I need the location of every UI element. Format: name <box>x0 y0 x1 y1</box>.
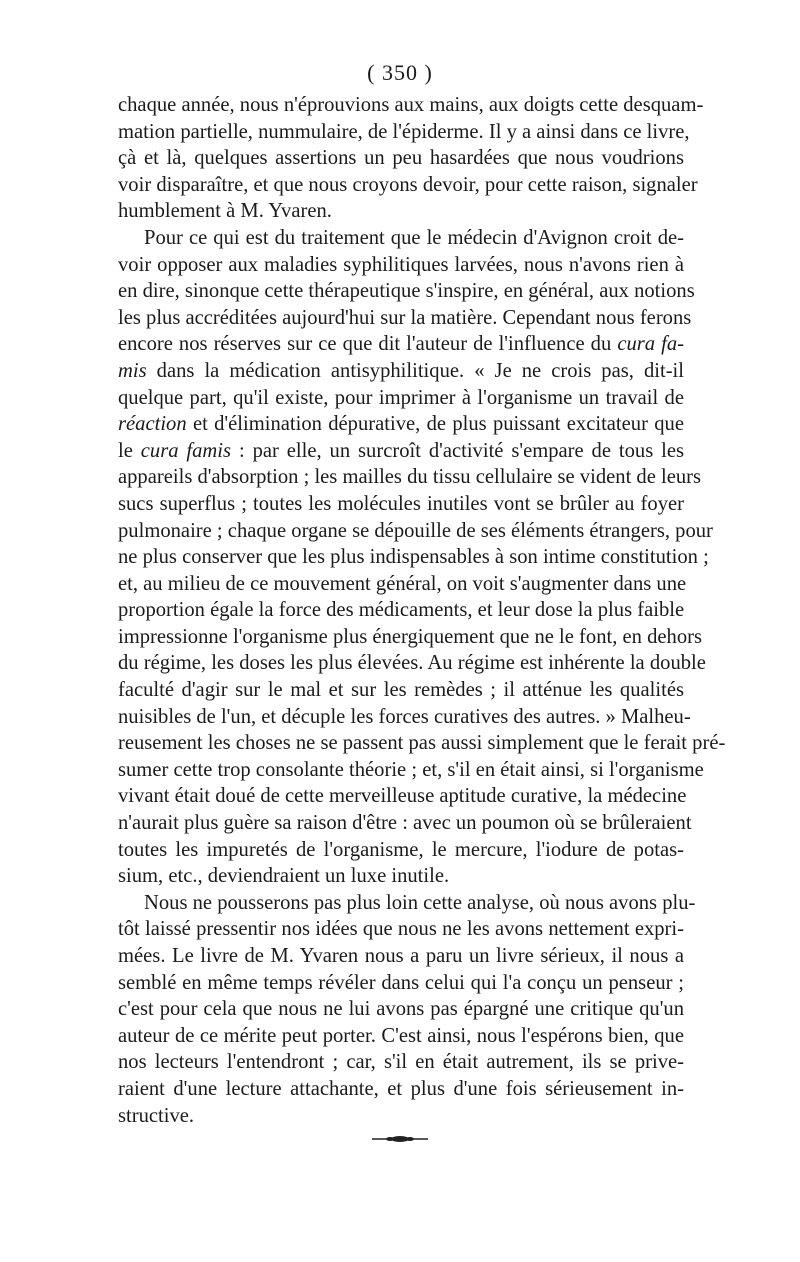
text-line: vivant était doué de cette merveilleuse aptitude curative, la médecine <box>118 785 687 808</box>
text-line: semblé en même temps révéler dans celui qui l'a conçu un penseur ; <box>118 971 684 994</box>
text-line: mation partielle, nummulaire, de l'épiderme. Il y a ainsi dans ce livre, <box>118 120 690 143</box>
page-number: ( 350 ) <box>367 60 433 85</box>
text-line: les plus accréditées aujourd'hui sur la matière. Cependant nous ferons <box>118 306 692 329</box>
text-line: humblement à M. Yvaren. <box>118 200 332 223</box>
text-line: encore nos réserves sur ce que dit l'auteur de l'influence du cura fa- <box>118 333 684 356</box>
text-line: sumer cette trop consolante théorie ; et, s'il en était ainsi, si l'organisme <box>118 758 704 781</box>
text-line: n'aurait plus guère sa raison d'être : avec un poumon où se brûleraient <box>118 812 692 835</box>
text-line: voir disparaître, et que nous croyons devoir, pour cette raison, signaler <box>118 173 698 196</box>
text-line: mis dans la médication antisyphilitique. « Je ne crois pas, dit-il <box>118 359 684 382</box>
body-text <box>118 92 726 1129</box>
text-line: le cura famis : par elle, un surcroît d'activité s'empare de tous les <box>118 439 684 462</box>
text-line: voir opposer aux maladies syphilitiques larvées, nous n'avons rien à <box>118 253 684 276</box>
paragraph-3 <box>118 890 696 1129</box>
text-line: et, au milieu de ce mouvement général, on voit s'augmenter dans une <box>118 572 687 595</box>
text-line: impressionne l'organisme plus énergiquement que ne le font, en dehors <box>118 625 703 648</box>
text-line: appareils d'absorption ; les mailles du tissu cellulaire se vident de leurs <box>118 466 702 489</box>
text-line: sucs superflus ; toutes les molécules inutiles vont se brûler au foyer <box>118 492 684 515</box>
text-line: nos lecteurs l'entendront ; car, s'il en était autrement, ils se prive- <box>118 1051 684 1074</box>
text-line: en dire, sinonque cette thérapeutique s'inspire, en général, aux notions <box>118 280 695 303</box>
text-line: raient d'une lecture attachante, et plus d'une fois sérieusement in- <box>118 1077 684 1100</box>
text-line: proportion égale la force des médicaments, et leur dose la plus faible <box>118 599 685 622</box>
text-line: quelque part, qu'il existe, pour imprimer à l'organisme un travail de <box>118 386 684 409</box>
text-line: tôt laissé pressentir nos idées que nous ne les avons nettement expri- <box>118 918 684 941</box>
text-line: faculté d'agir sur le mal et sur les remèdes ; il atténue les qualités <box>118 679 684 702</box>
text-line: c'est pour cela que nous ne lui avons pas épargné une critique qu'un <box>118 998 684 1021</box>
ornament-divider-icon <box>370 1135 430 1143</box>
text-line: structive. <box>118 1104 195 1127</box>
text-line: chaque année, nous n'éprouvions aux mains, aux doigts cette desquam- <box>118 94 704 116</box>
text-line: réaction et d'élimination dépurative, de plus puissant excitateur que <box>118 413 684 436</box>
text-line: du régime, les doses les plus élevées. Au régime est inhérente la double <box>118 652 706 675</box>
paragraph-1 <box>118 92 704 225</box>
text-line: auteur de ce mérite peut porter. C'est ainsi, nous l'espérons bien, que <box>118 1024 684 1047</box>
paragraph-2 <box>118 225 726 890</box>
text-line: ne plus conserver que les plus indispensables à son intime constitution ; <box>118 546 709 569</box>
text-line: mées. Le livre de M. Yvaren nous a paru un livre sérieux, il nous a <box>118 945 684 967</box>
text-line: nuisibles de l'un, et décuple les forces curatives des autres. » Malheu- <box>118 705 691 728</box>
text-line: sium, etc., deviendraient un luxe inutile. <box>118 865 450 888</box>
text-line: çà et là, quelques assertions un peu hasardées que nous voudrions <box>118 147 684 170</box>
text-line: reusement les choses ne se passent pas aussi simplement que le ferait pré- <box>118 732 726 755</box>
text-line: Pour ce qui est du traitement que le médecin d'Avignon croit de- <box>144 226 684 249</box>
text-line: Nous ne pousserons pas plus loin cette analyse, où nous avons plu- <box>144 891 696 914</box>
text-line: toutes les impuretés de l'organisme, le mercure, l'iodure de potas- <box>118 838 684 861</box>
text-line: pulmonaire ; chaque organe se dépouille de ses éléments étrangers, pour <box>118 519 713 542</box>
